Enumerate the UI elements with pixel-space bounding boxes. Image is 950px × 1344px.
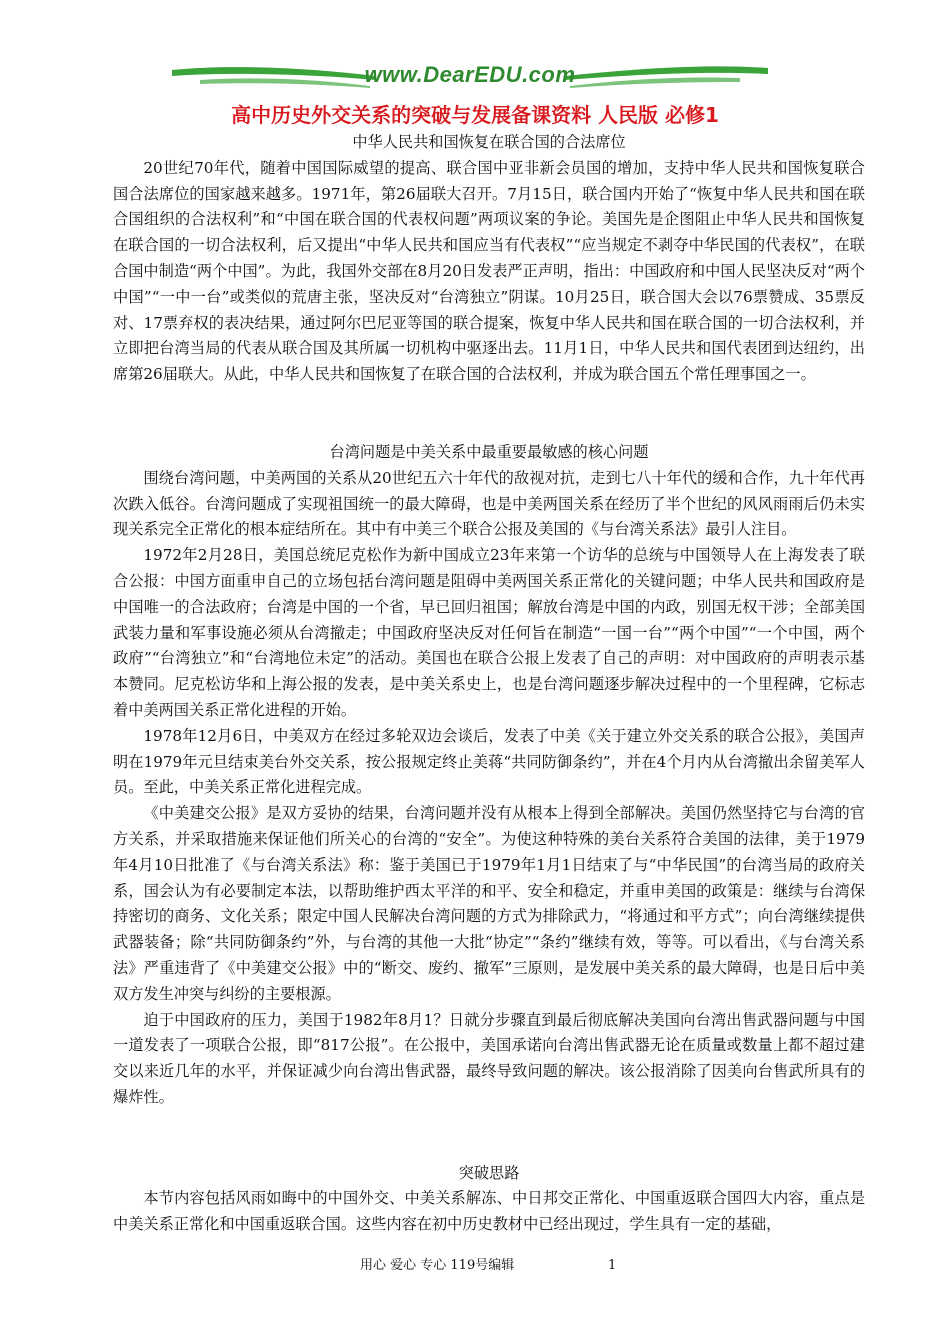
paragraph: 迫于中国政府的压力，美国于1982年8月1？日就分步骤直到最后彻底解决美国向台湾出售武器问题与中国一道发表了一项联合公报，即“817公报”。在公报中，美国承诺向台湾出售武器无论在质量或数量上都不超过建交以来近几年的水平，并保证减少向台湾出售武器，最终导致问题的解决。该公报消除了因美向台售武所具有的爆炸性。: [113, 1010, 865, 1106]
logo-text[interactable]: www.DearEDU.com: [364, 62, 576, 87]
paragraph: 1978年12月6日，中美双方在经过多轮双边会谈后，发表了中美《关于建立外交关系的联合公报》，美国声明在1979年元旦结束美台外交关系，按公报规定终止美蒋“共同防御条约”，并在4个月内从台湾撤出余留美军人员。至此，中美关系正常化进程完成。: [113, 726, 865, 797]
section-gap: [113, 1111, 865, 1161]
site-logo-banner: [170, 58, 770, 98]
section-heading: 突破思路: [458, 1163, 520, 1182]
paragraph: 《中美建交公报》是双方妥协的结果，台湾问题并没有从根本上得到全部解决。美国仍然坚持它与台湾的官方关系，并采取措施来保证他们所关心的台湾的“安全”。为使这种特殊的美台关系符合美国的法律，美于1979年4月10日批准了《与台湾关系法》称：鉴于美国已于1979年1月1日结束了与“中华民国”的台湾当局的政府关系，国会认为有必要制定本法，以帮助维护西太平洋的和平、安全和稳定，并重申美国的政策是：继续与台湾保持密切的商务、文化关系；限定中国人民解决台湾问题的方式为排除武力，“将通过和平方式”；向台湾继续提供武器装备；除“共同防御条约”外，与台湾的其他一大批“协定”“条约”继续有效，等等。可以看出，《与台湾关系法》严重违背了《中美建交公报》中的“断交、废约、撤军”三原则，是发展中美关系的最大障碍，也是日后中美双方发生冲突与纠纷的主要根源。: [113, 804, 865, 1003]
paragraph: 本节内容包括风雨如晦中的中国外交、中美关系解冻、中日邦交正常化、中国重返联合国四大内容，重点是中美关系正常化和中国重返联合国。这些内容在初中历史教材中已经出现过，学生具有一定的基础，: [113, 1189, 865, 1234]
page-number: 1: [608, 1258, 617, 1273]
section-heading: 台湾问题是中美关系中最重要最敏感的核心问题: [329, 442, 649, 461]
document-body: [113, 130, 865, 1238]
footer-text: 用心 爱心 专心 119号编辑: [360, 1258, 515, 1273]
paragraph: 围绕台湾问题，中美两国的关系从20世纪五六十年代的敌视对抗，走到七八十年代的缓和合作，九十年代再次跌入低谷。台湾问题成了实现祖国统一的最大障碍，也是中美两国关系在经历了半个世纪的风风雨雨后仍未实现关系完全正常化的根本症结所在。其中有中美三个联合公报及美国的《与台湾关系法》最引人注目。: [113, 468, 865, 539]
paragraph: 1972年2月28日，美国总统尼克松作为新中国成立23年来第一个访华的总统与中国领导人在上海发表了联合公报：中国方面重申自己的立场包括台湾问题是阻碍中美两国关系正常化的关键问题；中华人民共和国政府是中国唯一的合法政府；台湾是中国的一个省，早已回归祖国；解放台湾是中国的内政，别国无权干涉；全部美国武装力量和军事设施必须从台湾撤走；中国政府坚决反对任何旨在制造“一国一台”“两个中国”“一个中国，两个政府”“台湾独立”和“台湾地位未定”的活动。美国也在联合公报上发表了自己的声明：对中国政府的声明表示基本赞同。尼克松访华和上海公报的发表，是中美关系史上，也是台湾问题逐步解决过程中的一个里程碑，它标志着中美两国关系正常化进程的开始。: [113, 546, 865, 719]
section-heading: 中华人民共和国恢复在联合国的合法席位: [352, 133, 626, 151]
document-title: 高中历史外交关系的突破与发展备课资料 人民版 必修1: [231, 103, 719, 127]
section-gap: [113, 388, 865, 440]
paragraph: 20世纪70年代，随着中国国际威望的提高、联合国中亚非新会员国的增加，支持中华人民共和国恢复联合国合法席位的国家越来越多。1971年，第26届联大召开。7月15日，联合国内开始了“恢复中华人民共和国在联合国组织的合法权利”和“中国在联合国的代表权问题”两项议案的争论。美国先是企图阻止中华人民共和国恢复在联合国的一切合法权利，后又提出“中华人民共和国应当有代表权”“应当规定不剥夺中华民国的代表权”，在联合国中制造“两个中国”。为此，我国外交部在8月20日发表严正声明，指出：中国政府和中国人民坚决反对“两个中国”“一中一台”或类似的荒唐主张，坚决反对“台湾独立”阴谋。10月25日，联合国大会以76票赞成、35票反对、17票弃权的表决结果，通过阿尔巴尼亚等国的联合提案，恢复中华人民共和国在联合国的一切合法权利，并立即把台湾当局的代表从联合国及其所属一切机构中驱逐出去。11月1日，中华人民共和国代表团到达纽约，出席第26届联大。从此，中华人民共和国恢复了在联合国的合法权利，并成为联合国五个常任理事国之一。: [113, 158, 865, 384]
